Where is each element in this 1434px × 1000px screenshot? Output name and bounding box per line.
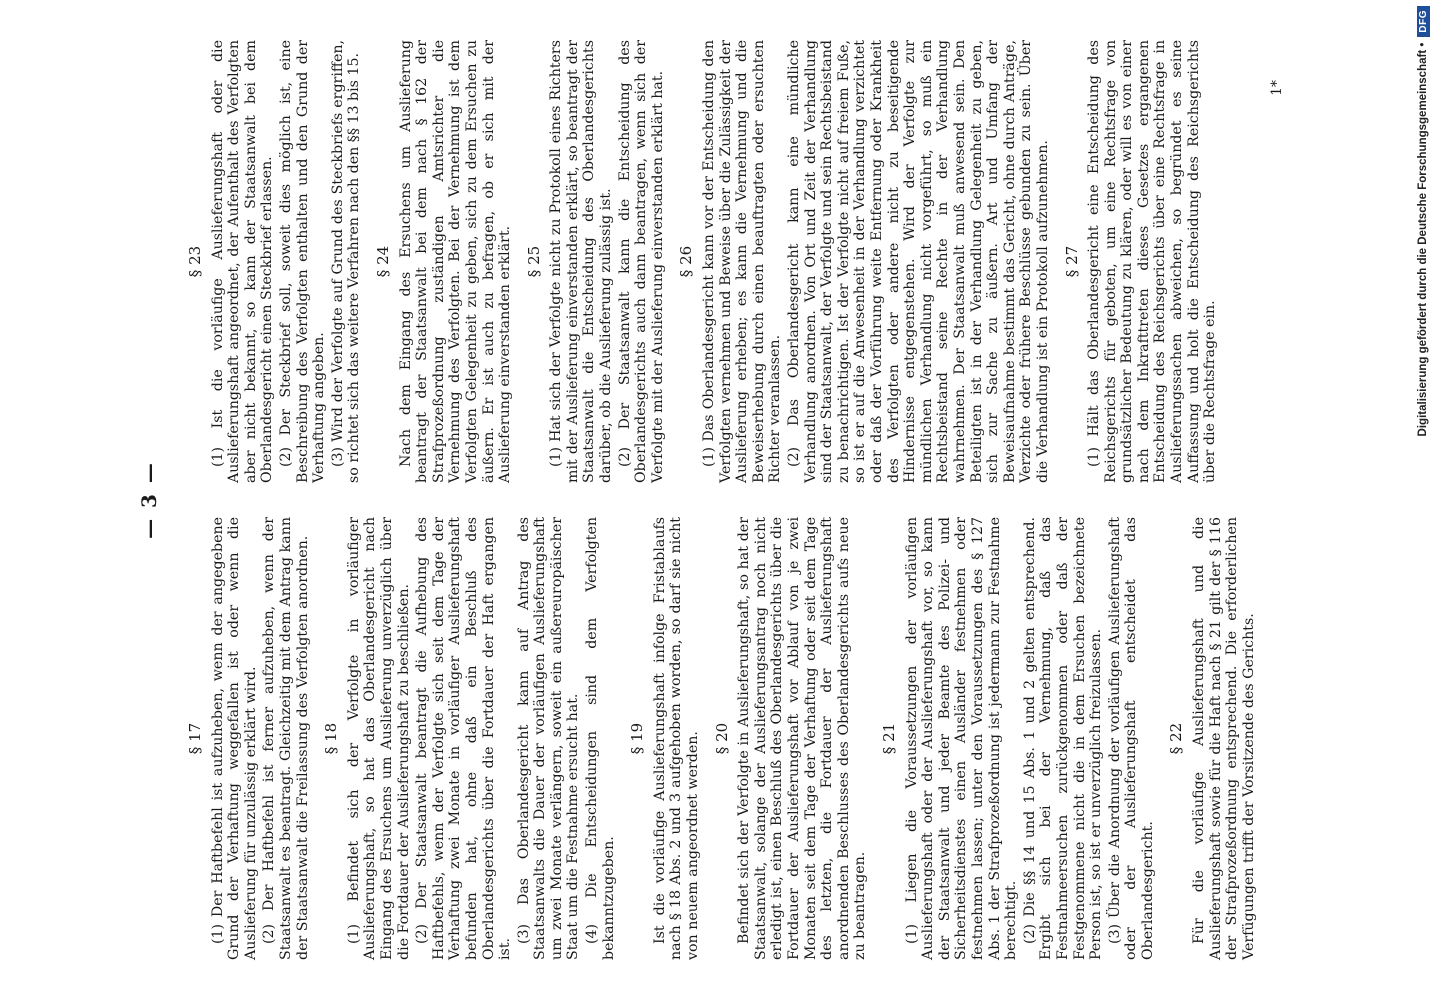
section-paragraph: (2) Die §§ 14 und 15 Abs. 1 und 2 gelten entsprechend. Ergibt sich bei der Vernehmung, daß das Festnahmeersuchen zurückgenommen oder daß der Festgenommene nicht die in dem Ersuchen bezeichnete Person ist, so ist er unverzüglich freizulassen. [1021, 517, 1105, 960]
signature-mark: 1* [1269, 80, 1286, 96]
section-heading: § 25 [524, 245, 543, 278]
section-paragraph: (3) Das Oberlandesgericht kann auf Antrag des Staatsanwalts die Dauer der vorläufigen Auslieferungshaft um zwei Monate verlängern, soweit ein außereuropäischer Staat um die Festnahme ersucht hat. [515, 517, 582, 960]
section-heading: § 22 [1167, 722, 1186, 755]
section-heading: § 26 [677, 245, 696, 278]
section-paragraph: Ist die vorläufige Auslieferungshaft infolge Fristablaufs nach § 18 Abs. 2 und 3 aufgehoben worden, so darf sie nicht von neuem angeordnet werden. [651, 517, 702, 960]
section-heading: § 17 [186, 722, 204, 755]
section-paragraph: (1) Hält das Oberlandesgericht eine Entscheidung des Reichsgerichts für geboten, um eine Rechtsfrage von grundsätzlicher Bedeutung zu klären, oder will es von einer nach dem Inkrafttreten dieses Gesetzes ergangenen Entscheidung des Reichsgerichts über eine Rechtsfrage in Auslieferungssachen abweichen, so begründet es seine Auffassung und holt die Entscheidung des Reichsgerichts über die Rechtsfrage ein. [1086, 40, 1219, 483]
section-paragraph: (3) Über die Anordnung der vorläufigen Auslieferungshaft oder der Auslieferungshaft entscheidet das Oberlandesgericht. [1106, 517, 1156, 960]
section-paragraph: (2) Der Staatsanwalt beantragt die Aufhebung des Haftbefehls, wenn der Verfolgte sich seit dem Tage der Verhaftung zwei Monate in vorläufiger Auslieferungshaft befunden hat, ohne daß ein Beschluß des Oberlandesgerichts über die Fortdauer der Haft ergangen ist. [414, 517, 514, 960]
section-heading: § 27 [1062, 245, 1081, 278]
left-column [175, 517, 1259, 960]
section-paragraph: (3) Wird der Verfolgte auf Grund des Steckbriefs ergriffen, so richtet sich das weitere Verfahren nach den §§ 13 bis 15. [329, 40, 363, 483]
section-paragraph: Nach dem Eingang des Ersuchens um Auslieferung beantragt der Staatsanwalt bei dem nach § 162 der Strafprozeßordnung zuständigen Amtsrichter die Vernehmung des Verfolgten. Bei der Vernehmung ist dem Verfolgten Gelegenheit zu geben, sich zu dem Ersuchen zu äußern. Er ist auch zu befragen, ob er sich mit der Auslieferung einverstanden erklärt. [397, 40, 514, 483]
section-paragraph: (2) Der Haftbefehl ist ferner aufzuheben, wenn der Staatsanwalt es beantragt. Gleichzeitig mit dem Antrag kann der Staatsanwalt die Freilassung des Verfolgten anordnen. [261, 517, 311, 960]
section-paragraph: Befindet sich der Verfolgte in Auslieferungshaft, so hat der Staatsanwalt, solange der Auslieferungsantrag noch nicht erledigt ist, einen Beschluß des Oberlandesgerichts über die Fortdauer der Auslieferungshaft vor Ablauf von je zwei Monaten seit dem Tage der Verhaftung oder seit dem Tage des letzten, die Fortdauer der Auslieferungshaft anordnenden Beschlusses des Oberlandesgerichts aufs neue zu beantragen. [736, 517, 869, 960]
section-paragraph: Für die vorläufige Auslieferungshaft und die Auslieferungshaft sowie für die Haft nach § 21 gilt der § 116 der Strafprozeßordnung entsprechend. Die erforderlichen Verfügungen trifft der Vorsitzende des Gerichts. [1191, 517, 1257, 960]
section-paragraph: (2) Der Staatsanwalt kann die Entscheidung des Oberlandesgerichts auch dann beantragen, wenn sich der Verfolgte mit der Auslieferung einverstanden erklärt hat. [616, 40, 666, 483]
digitization-banner [1406, 6, 1434, 996]
section-paragraph: (1) Hat sich der Verfolgte nicht zu Protokoll eines Richters mit der Auslieferung einverstanden erklärt, so beantragt der Staatsanwalt die Entscheidung des Oberlandesgerichts darüber, ob die Auslieferung zulässig ist. [548, 40, 615, 483]
section-paragraph: (1) Das Oberlandesgericht kann vor der Entscheidung den Verfolgten vernehmen und Beweise über die Zulässigkeit der Auslieferung erheben; es kann die Vernehmung und die Beweiserhebung durch einen beauftragten oder ersuchten Richter veranlassen. [701, 40, 784, 483]
page-number: — 3 — [137, 461, 161, 539]
section-paragraph: (2) Der Steckbrief soll, soweit dies möglich ist, eine Beschreibung des Verfolgten enthalten und den Grund der Verhaftung angeben. [277, 40, 328, 483]
section-paragraph: (2) Das Oberlandesgericht kann eine mündliche Verhandlung anordnen. Von Ort und Zeit der Verhandlung sind der Staatsanwalt, der Verfolgte und sein Rechtsbeistand zu benachrichtigen. Ist der Verfolgte nicht auf freiem Fuße, so ist er auf die Anwesenheit in der Verhandlung verzichtet oder daß der Vorführung weite Entfernung oder Krankheit des Verfolgten oder andere nicht zu beseitigende Hindernisse entgegenstehen. Wird der Verfolgte zur mündlichen Verhandlung nicht vorgeführt, so muß ein Rechtsbeistand seine Rechte in der Verhandlung wahrnehmen. Der Staatsanwalt muß anwesend sein. Den Beteiligten ist in der Verhandlung Gelegenheit zu geben, sich zur Sache zu äußern. Art und Umfang der Beweisaufnahme bestimmt das Gericht, ohne durch Anträge, Verzichte oder frühere Beschlüsse gebunden zu sein. Über die Verhandlung ist ein Protokoll aufzunehmen. [786, 40, 1051, 483]
right-column [175, 40, 1259, 483]
section-paragraph: (4) Die Entscheidungen sind dem Verfolgten bekanntzugeben. [584, 517, 617, 960]
dfg-logo: DFG [1417, 6, 1430, 37]
section-heading: § 21 [879, 722, 898, 755]
section-heading: § 24 [373, 245, 392, 278]
section-paragraph: (1) Liegen die Voraussetzungen der vorläufigen Auslieferungshaft oder der Auslieferungshaft vor, so kann der Staatsanwalt und jeder Beamte des Polizei- und Sicherheitsdienstes einen Ausländer festnehmen oder festnehmen lassen; unter den Voraussetzungen des § 127 Abs. 1 der Strafprozeßordnung ist jedermann zur Festnahme berechtigt. [903, 517, 1020, 960]
section-paragraph: (1) Der Haftbefehl ist aufzuheben, wenn der angegebene Grund der Verhaftung weggefallen ist oder wenn die Auslieferung für unzulässig erklärt wird. [209, 517, 259, 960]
section-paragraph: (1) Ist die vorläufige Auslieferungshaft oder die Auslieferungshaft angeordnet, der Aufenthalt des Verfolgten aber nicht bekannt, so kann der Staatsanwalt bei dem Oberlandesgericht einen Steckbrief erlassen. [209, 40, 276, 483]
section-heading: § 20 [712, 722, 731, 755]
banner-text: Digitalisierung gefördert durch die Deutsche Forschungsgemeinschaft • [1417, 42, 1429, 437]
document-page [117, 0, 1317, 1000]
section-heading: § 23 [186, 245, 204, 278]
section-heading: § 18 [322, 722, 341, 755]
text-columns [175, 40, 1259, 960]
banner-text-row [1412, 6, 1434, 996]
section-paragraph: (1) Befindet sich der Verfolgte in vorläufiger Auslieferungshaft, so hat das Oberlandesgericht nach Eingang des Ersuchens um Auslieferung unverzüglich über die Fortdauer der Auslieferungshaft zu beschließen. [345, 517, 412, 960]
section-heading: § 19 [628, 722, 647, 755]
